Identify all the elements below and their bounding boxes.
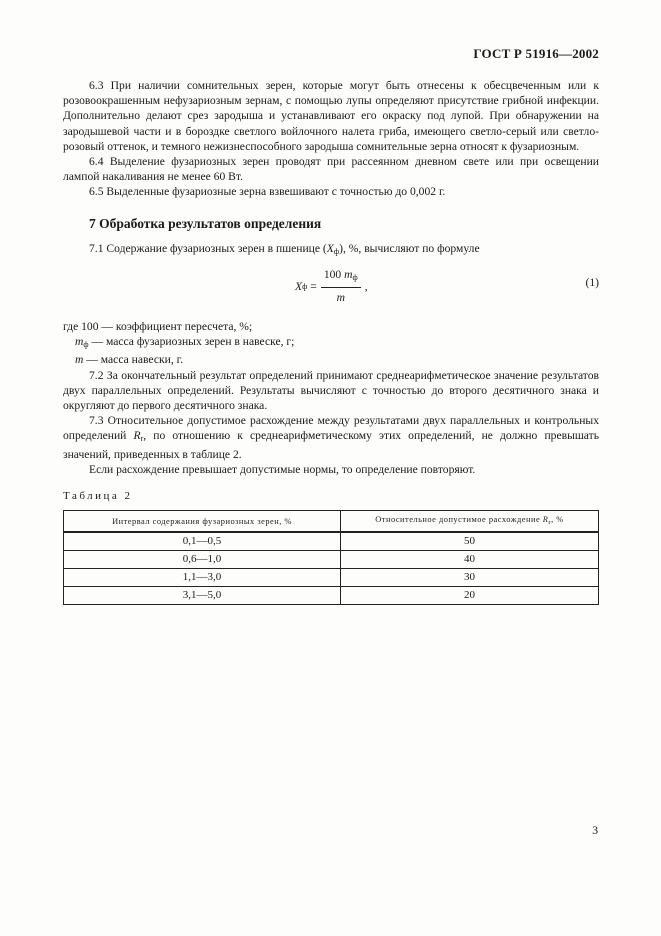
p71-text-before: 7.1 Содержание фузариозных зерен в пшенице ( (89, 241, 327, 255)
paragraph-7-2: 7.2 За окончательный результат определений принимают среднеарифметическое значение результатов двух параллельных определений. Результаты вычисляют с точностью до второго десятичного знака и округляют до первого десятичного знака. (63, 368, 599, 413)
table-row (64, 551, 599, 569)
table-cell-interval: 3,1—5,0 (64, 587, 341, 605)
table-row (64, 587, 599, 605)
formula-lhs: X (295, 279, 303, 293)
formula-numerator-sub: ф (352, 273, 358, 283)
table-row (64, 569, 599, 587)
p73-text-before: 7.3 Относительное допустимое расхождение между результатами двух параллельных и контрольных определений (63, 414, 599, 443)
formula-numerator-const: 100 (323, 268, 345, 282)
formula-denominator: m (336, 291, 345, 305)
table-header-discrepancy (341, 511, 599, 533)
paragraph-6-4: 6.4 Выделение фузариозных зерен проводят при рассеянном дневном свете или при освещении лампой накаливания не менее 60 Вт. (63, 155, 599, 184)
table-cell-value: 40 (341, 551, 599, 569)
paragraph-7-1 (63, 241, 599, 259)
formula-number: (1) (585, 276, 599, 290)
p71-subscript: ф (333, 246, 340, 256)
p73-subscript: r (140, 434, 144, 444)
formula-tail: , (364, 279, 368, 293)
definition-m-f-sub: ф (83, 340, 89, 350)
p71-variable: X (326, 241, 334, 255)
table-header-row (64, 511, 599, 533)
table-cell-interval: 1,1—3,0 (64, 569, 341, 587)
definition-m-var: m (75, 353, 84, 367)
paragraph-7-4: Если расхождение превышает допустимые нормы, то определение повторяют. (89, 462, 476, 476)
table-cell-value: 50 (341, 532, 599, 551)
paragraph-7-3 (63, 413, 599, 462)
formula-1 (63, 265, 599, 309)
table-cell-value: 20 (341, 587, 599, 605)
table-cell-interval: 0,1—0,5 (64, 532, 341, 551)
document-body (63, 78, 599, 605)
formula-numerator-var: m (344, 268, 353, 282)
p73-variable: R (133, 429, 141, 443)
p71-text-after: ), %, вычисляют по формуле (339, 241, 480, 255)
page-number: 3 (592, 824, 598, 837)
definition-m-f-var: m (75, 335, 84, 349)
table-cell-value: 30 (341, 569, 599, 587)
definition-m-text: — масса навески, г. (83, 353, 183, 367)
header-discrepancy-after: , % (551, 515, 564, 525)
formula-expression (295, 267, 368, 305)
definition-100: где 100 — коэффициент пересчета, %; (63, 320, 253, 334)
paragraph-6-3: 6.3 При наличии сомнительных зерен, которые могут быть отнесены к обесцвеченным или к розовоокрашенным нефузариозным зернам, с помощью лупы определяют присутствие грибной инфекции. Дополнительно делают срез зародыша и устанавливают его окраску под лупой. При обнаружении на зародышевой части и в бороздке светлого войлочного налета гриба, имеющего светло-серый или светло-розовый оттенок, и темного нежизнеспособного зародыша сомнительные зерна относят к фузариозным. (63, 79, 599, 153)
table-caption: Таблица 2 (63, 490, 133, 503)
section-7-heading: 7 Обработка результатов определения (89, 215, 322, 231)
standard-header: ГОСТ Р 51916—2002 (473, 46, 599, 61)
table-header-interval: Интервал содержания фузариозных зерен, % (64, 511, 341, 533)
formula-definitions (63, 319, 599, 368)
header-discrepancy-sub: r (548, 519, 552, 527)
formula-equals: = (310, 279, 317, 293)
formula-numerator (321, 267, 361, 288)
header-discrepancy-before: Относительное допустимое расхождение (375, 515, 543, 525)
tolerance-table (63, 510, 599, 605)
header-discrepancy-var: R (542, 515, 549, 525)
definition-m (63, 352, 599, 367)
table-row (64, 532, 599, 551)
paragraph-6-5: 6.5 Выделенные фузариозные зерна взвешивают с точностью до 0,002 г. (89, 185, 446, 199)
definition-m-f-text: — масса фузариозных зерен в навеске, г; (88, 335, 295, 349)
formula-lhs-subscript: ф (302, 281, 308, 291)
definition-m-f (63, 334, 599, 352)
table-cell-interval: 0,6—1,0 (64, 551, 341, 569)
formula-fraction (321, 267, 361, 305)
p73-text-after: , по отношению к среднеарифметическому этих определений, не должно превышать значений, приведенных в таблице 2. (63, 429, 599, 461)
